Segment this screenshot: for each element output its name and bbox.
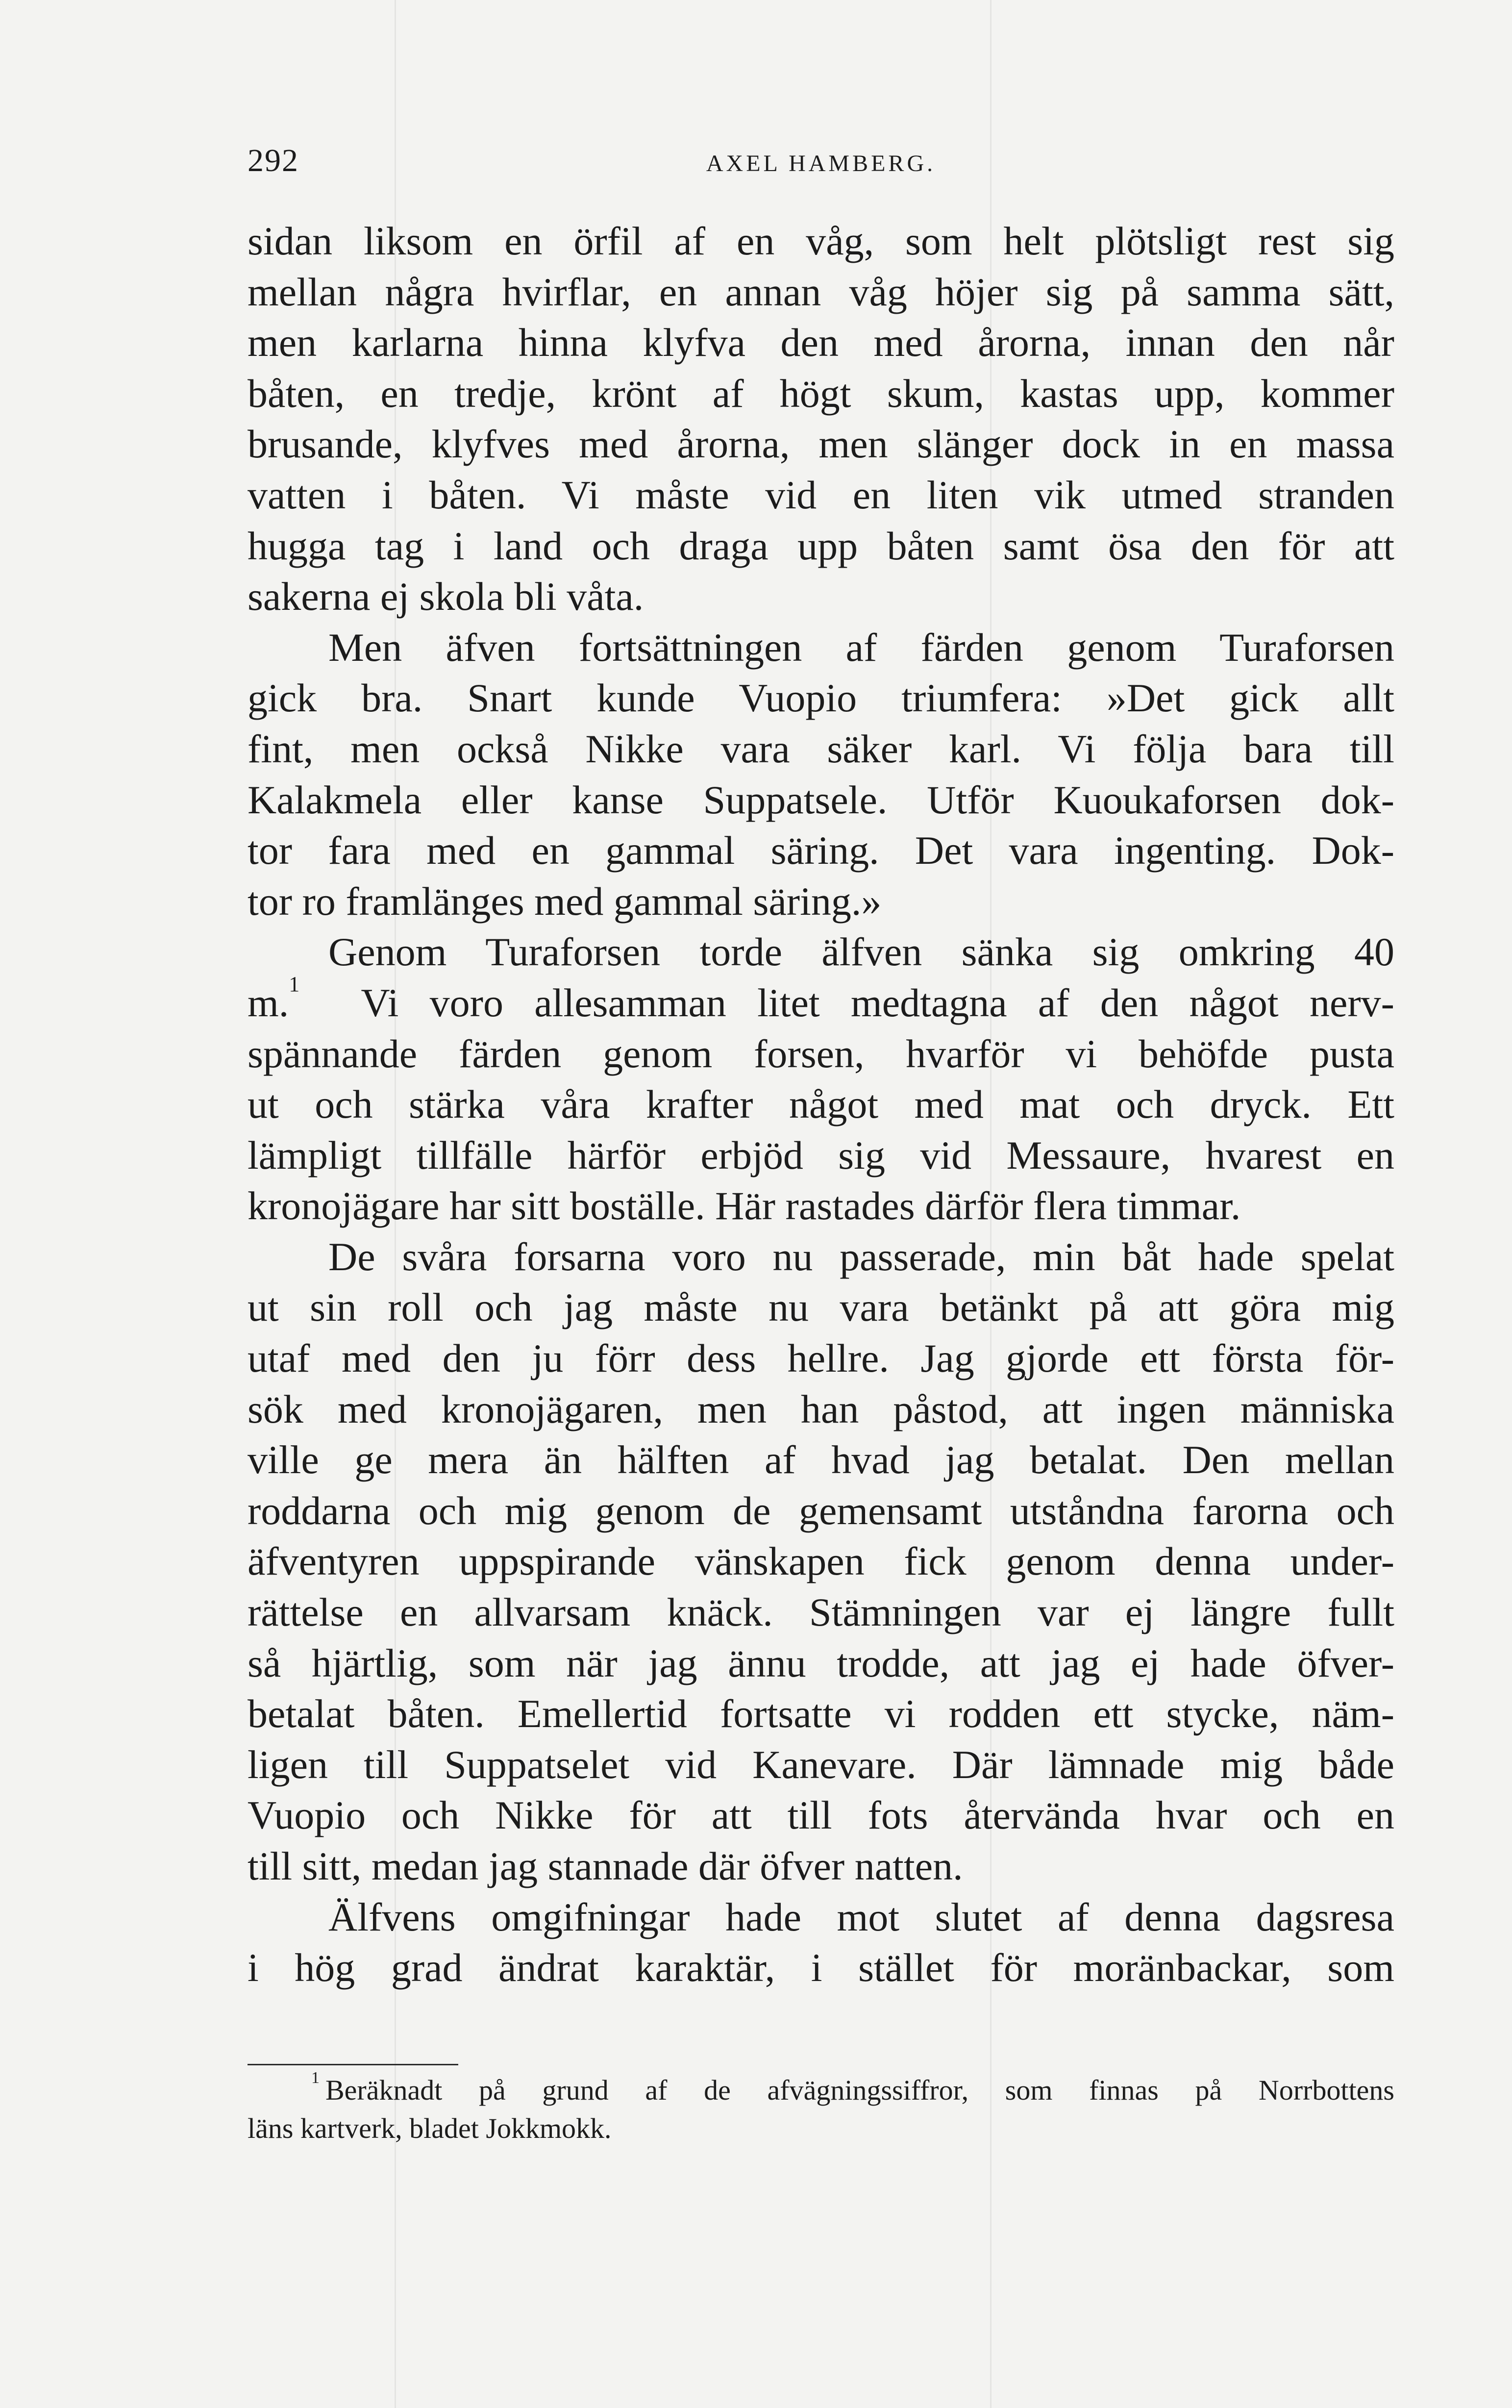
text-line-with-footnote-ref bbox=[248, 972, 1394, 1028]
text-line: i hög grad ändrat karaktär, i stället för moränbackar, som bbox=[248, 1945, 1394, 1990]
text-line: mellan några hvirflar, en annan våg höjer sig på samma sätt, bbox=[248, 269, 1394, 314]
text-line: kronojägare har sitt boställe. Här rastades därför flera timmar. bbox=[248, 1183, 1241, 1229]
text-line: roddarna och mig genom de gemensamt utståndna farorna och bbox=[248, 1488, 1394, 1533]
text-line: Kalakmela eller kanse Suppatsele. Utför Kuoukaforsen dok- bbox=[248, 777, 1394, 822]
footnote-line bbox=[248, 2071, 1394, 2109]
footnote-line: läns kartverk, bladet Jokkmokk. bbox=[248, 2112, 612, 2144]
page-number: 292 bbox=[248, 143, 299, 178]
footnote-marker: 1 bbox=[311, 2069, 320, 2087]
text-line: men karlarna hinna klyfva den med årorna, innan den når bbox=[248, 320, 1394, 365]
text-line: ut sin roll och jag måste nu vara betänkt på att göra mig bbox=[248, 1285, 1394, 1330]
footnote-reference: 1 bbox=[289, 972, 300, 996]
text-line: ville ge mera än hälften af hvad jag betalat. Den mellan bbox=[248, 1437, 1394, 1482]
text-line: båten, en tredje, krönt af högt skum, kastas upp, kommer bbox=[248, 371, 1394, 416]
text-line: spännande färden genom forsen, hvarför vi behöfde pusta bbox=[248, 1031, 1394, 1076]
text-line: äfventyren uppspirande vänskapen fick genom denna under- bbox=[248, 1539, 1394, 1584]
text-line: utaf med den ju förr dess hellre. Jag gjorde ett första för- bbox=[248, 1336, 1394, 1381]
text-line: tor fara med en gammal säring. Det vara ingenting. Dok- bbox=[248, 828, 1394, 873]
body-text bbox=[248, 216, 1394, 1993]
line-prefix: m. bbox=[248, 980, 289, 1025]
text-line: så hjärtlig, som när jag ännu trodde, att jag ej hade öfver- bbox=[248, 1640, 1394, 1685]
text-line: tor ro framlänges med gammal säring.» bbox=[248, 878, 882, 924]
paragraph-start: Genom Turaforsen torde älfven sänka sig omkring 40 bbox=[328, 929, 1394, 975]
text-line: fint, men också Nikke vara säker karl. Vi följa bara till bbox=[248, 726, 1394, 771]
footnote bbox=[248, 2071, 1394, 2148]
text-line: brusande, klyfves med årorna, men slänger dock in en massa bbox=[248, 422, 1394, 467]
text-line: rättelse en allvarsam knäck. Stämningen var ej längre fullt bbox=[248, 1590, 1394, 1635]
text-line: lämpligt tillfälle härför erbjöd sig vid Messaure, hvarest en bbox=[248, 1132, 1394, 1178]
running-head: AXEL HAMBERG. bbox=[706, 150, 936, 176]
text-line: betalat båten. Emellertid fortsatte vi rodden ett stycke, näm- bbox=[248, 1691, 1394, 1736]
paragraph-start: De svåra forsarna voro nu passerade, min båt hade spelat bbox=[328, 1234, 1394, 1279]
footnote-divider bbox=[248, 2064, 458, 2065]
footnote-text: Beräknadt på grund af de afvägningssiffror, som finnas på Norrbottens bbox=[325, 2074, 1394, 2106]
text-line: ut och stärka våra krafter något med mat och dryck. Ett bbox=[248, 1082, 1394, 1127]
text-line: sidan liksom en örfil af en våg, som helt plötsligt rest sig bbox=[248, 219, 1394, 263]
line-remainder: Vi voro allesamman litet medtagna af den något nerv- bbox=[361, 980, 1394, 1025]
text-line: vatten i båten. Vi måste vid en liten vik utmed stranden bbox=[248, 472, 1394, 517]
text-line: gick bra. Snart kunde Vuopio triumfera: »Det gick allt bbox=[248, 676, 1394, 721]
text-line: Vuopio och Nikke för att till fots återvända hvar och en bbox=[248, 1793, 1394, 1838]
text-line: hugga tag i land och draga upp båten samt ösa den för att bbox=[248, 523, 1394, 568]
paragraph-start: Men äfven fortsättningen af färden genom Turaforsen bbox=[328, 625, 1394, 670]
page-header bbox=[248, 142, 1394, 196]
text-line: sakerna ej skola bli våta. bbox=[248, 574, 644, 619]
text-line: till sitt, medan jag stannade där öfver natten. bbox=[248, 1844, 963, 1888]
paragraph-start: Älfvens omgifningar hade mot slutet af denna dagsresa bbox=[328, 1894, 1394, 1939]
text-line: ligen till Suppatselet vid Kanevare. Där lämnade mig både bbox=[248, 1742, 1394, 1787]
text-line: sök med kronojägaren, men han påstod, att ingen människa bbox=[248, 1386, 1394, 1431]
